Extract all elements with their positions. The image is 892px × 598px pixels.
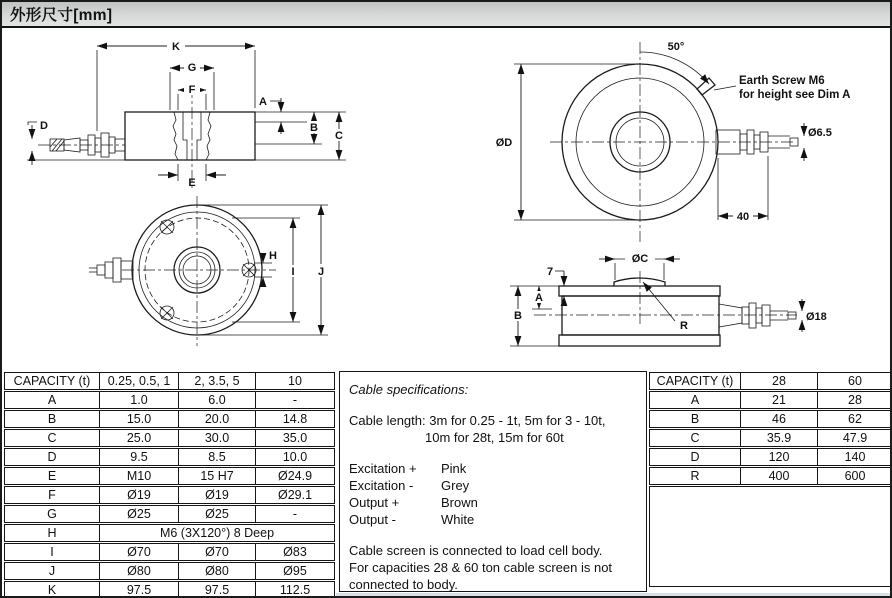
- cell-value: 400: [740, 468, 817, 484]
- dimension-table-large-capacities: [649, 372, 892, 587]
- row-label: D: [47, 450, 57, 464]
- page-title: 外形尺寸[mm]: [10, 7, 113, 24]
- cell-value: 21: [740, 392, 817, 408]
- cell-value: Ø80: [178, 563, 255, 579]
- table-row: [4, 429, 335, 447]
- dim-label-G: G: [187, 62, 197, 74]
- wire-row: [349, 511, 640, 528]
- dim-label-B: B: [310, 122, 318, 134]
- dim-label-I: I: [291, 266, 295, 278]
- row-label: A: [690, 393, 700, 407]
- column-header: 10: [255, 373, 334, 389]
- table-row: [649, 391, 892, 409]
- dim-label-7: 7: [546, 266, 554, 278]
- technical-drawings: [2, 28, 892, 371]
- dim-label-D: D: [40, 120, 48, 132]
- wire-name: Output +: [349, 495, 400, 510]
- table-header-row: [649, 372, 892, 390]
- cell-value: 6.0: [178, 392, 255, 408]
- cable-length-text: [349, 412, 640, 446]
- column-header: 28: [740, 373, 817, 389]
- dim-label-cable-dia: Ø18: [806, 311, 827, 323]
- note-line1: Cable screen is connected to load cell body.: [349, 543, 603, 558]
- row-label: I: [50, 545, 54, 559]
- table-row: [4, 448, 335, 466]
- dim-label-A: A: [259, 96, 267, 108]
- wire-name: Excitation -: [349, 478, 414, 493]
- wire-row: [349, 494, 640, 511]
- row-label: C: [690, 431, 700, 445]
- cell-value: Ø25: [99, 506, 178, 522]
- cell-body: [562, 296, 719, 335]
- cell-value: 120: [740, 449, 817, 465]
- earth-screw-note-line1: Earth Screw M6: [739, 75, 825, 87]
- dim-label-OD: ØD: [495, 137, 513, 149]
- cell-value: 35.0: [255, 430, 334, 446]
- bottom-margin-strip: [336, 593, 892, 598]
- dim-label-R: R: [680, 320, 688, 332]
- cell-value: 46: [740, 411, 817, 427]
- row-label: R: [690, 469, 700, 483]
- cable-gland: [719, 303, 796, 328]
- cell-value: 15.0: [99, 411, 178, 427]
- row-label: H: [47, 526, 57, 540]
- section-header: [2, 2, 890, 28]
- large-cell-side-view: [510, 252, 827, 346]
- wire-color: Brown: [441, 495, 478, 510]
- row-label: G: [47, 507, 57, 521]
- cell-value: 15 H7: [178, 468, 255, 484]
- cell-value: Ø25: [178, 506, 255, 522]
- cell-value: -: [255, 506, 334, 522]
- table-row: [4, 562, 335, 580]
- table-row: [4, 581, 335, 598]
- table-header-row: [4, 372, 335, 390]
- dim-label-C: C: [335, 130, 343, 142]
- table-row: [4, 391, 335, 409]
- cell-value: 97.5: [178, 582, 255, 598]
- cable-specifications-panel: [339, 371, 647, 592]
- column-header: 0.25, 0.5, 1: [99, 373, 178, 389]
- dimension-table-small-capacities: [4, 372, 335, 598]
- dim-label-E: E: [188, 177, 196, 189]
- cable-screen-note: [349, 542, 640, 593]
- table-row-spanned: [4, 524, 335, 542]
- load-cell-drawings: [2, 28, 892, 371]
- dim-label-cable-dia: Ø6.5: [808, 127, 832, 139]
- note-line3: connected to body.: [349, 577, 458, 592]
- row-label: B: [690, 412, 700, 426]
- cell-value: 20.0: [178, 411, 255, 427]
- cell-body: [125, 112, 255, 160]
- cell-value: M10: [99, 468, 178, 484]
- cell-value: 25.0: [99, 430, 178, 446]
- cell-value: Ø19: [99, 487, 178, 503]
- cell-value: 10.0: [255, 449, 334, 465]
- dim-label-H: H: [269, 250, 277, 262]
- row-label: E: [47, 469, 57, 483]
- cell-value: Ø29.1: [255, 487, 334, 503]
- cable-length-line2: 10m for 28t, 15m for 60t: [425, 430, 564, 445]
- table-row: [4, 410, 335, 428]
- column-header: 60: [817, 373, 892, 389]
- cell-value: Ø80: [99, 563, 178, 579]
- wire-row: [349, 460, 640, 477]
- row-label: K: [47, 583, 57, 597]
- small-cell-top-view: [89, 196, 328, 346]
- cell-value: Ø83: [255, 544, 334, 560]
- table-row: [649, 429, 892, 447]
- table-row: [649, 467, 892, 485]
- table-row: [4, 543, 335, 561]
- small-cell-side-view: [27, 39, 346, 190]
- cell-value: Ø95: [255, 563, 334, 579]
- table-row: [649, 448, 892, 466]
- earth-screw-note-line2: for height see Dim A: [739, 89, 851, 101]
- wire-color: Pink: [441, 461, 467, 476]
- cell-value: 62: [817, 411, 892, 427]
- row-label: F: [48, 488, 56, 502]
- wire-row: [349, 477, 640, 494]
- wiring-color-code: [349, 460, 640, 528]
- note-line2: For capacities 28 & 60 ton cable screen is not: [349, 560, 613, 575]
- cell-value: Ø19: [178, 487, 255, 503]
- dim-label-50deg: 50°: [667, 41, 685, 53]
- row-label: C: [47, 431, 57, 445]
- wire-color: Grey: [441, 478, 470, 493]
- cell-value: 97.5: [99, 582, 178, 598]
- column-header: 2, 3.5, 5: [178, 373, 255, 389]
- cable-specs-title: Cable specifications:: [349, 382, 469, 397]
- dim-label-40: 40: [736, 211, 750, 223]
- row-label: A: [47, 393, 57, 407]
- cable-length-line1: Cable length: 3m for 0.25 - 1t, 5m for 3 - 10t,: [349, 413, 606, 428]
- cell-value: 47.9: [817, 430, 892, 446]
- cell-value: Ø70: [99, 544, 178, 560]
- cell-value: 600: [817, 468, 892, 484]
- column-header: CAPACITY (t): [13, 374, 91, 388]
- cell-value: 1.0: [99, 392, 178, 408]
- table-row: [4, 486, 335, 504]
- dim-label-A: A: [535, 292, 543, 304]
- table-row: [4, 467, 335, 485]
- load-button: [614, 278, 665, 286]
- empty-table-area: [649, 486, 892, 587]
- cell-value: 14.8: [255, 411, 334, 427]
- cell-value-spanned: M6 (3X120°) 8 Deep: [99, 525, 334, 541]
- row-label: B: [47, 412, 57, 426]
- dim-label-J: J: [317, 266, 325, 278]
- cell-value: 30.0: [178, 430, 255, 446]
- dim-label-OC: ØC: [631, 253, 649, 265]
- row-label: D: [690, 450, 700, 464]
- cell-value: 112.5: [255, 582, 334, 598]
- cell-value: -: [255, 392, 334, 408]
- dim-label-F: F: [188, 84, 196, 96]
- wire-name: Output -: [349, 512, 396, 527]
- large-cell-top-view: [496, 41, 851, 242]
- wire-color: White: [441, 512, 475, 527]
- cell-value: 28: [817, 392, 892, 408]
- cell-value: 35.9: [740, 430, 817, 446]
- cell-value: 8.5: [178, 449, 255, 465]
- wire-name: Excitation +: [349, 461, 417, 476]
- cell-value: Ø70: [178, 544, 255, 560]
- table-row: [4, 505, 335, 523]
- dim-label-K: K: [172, 41, 180, 53]
- row-label: J: [48, 564, 56, 578]
- cell-value: Ø24.9: [255, 468, 334, 484]
- cell-value: 9.5: [99, 449, 178, 465]
- dim-label-B: B: [514, 310, 522, 322]
- table-row: [649, 410, 892, 428]
- column-header: CAPACITY (t): [656, 374, 734, 388]
- cell-value: 140: [817, 449, 892, 465]
